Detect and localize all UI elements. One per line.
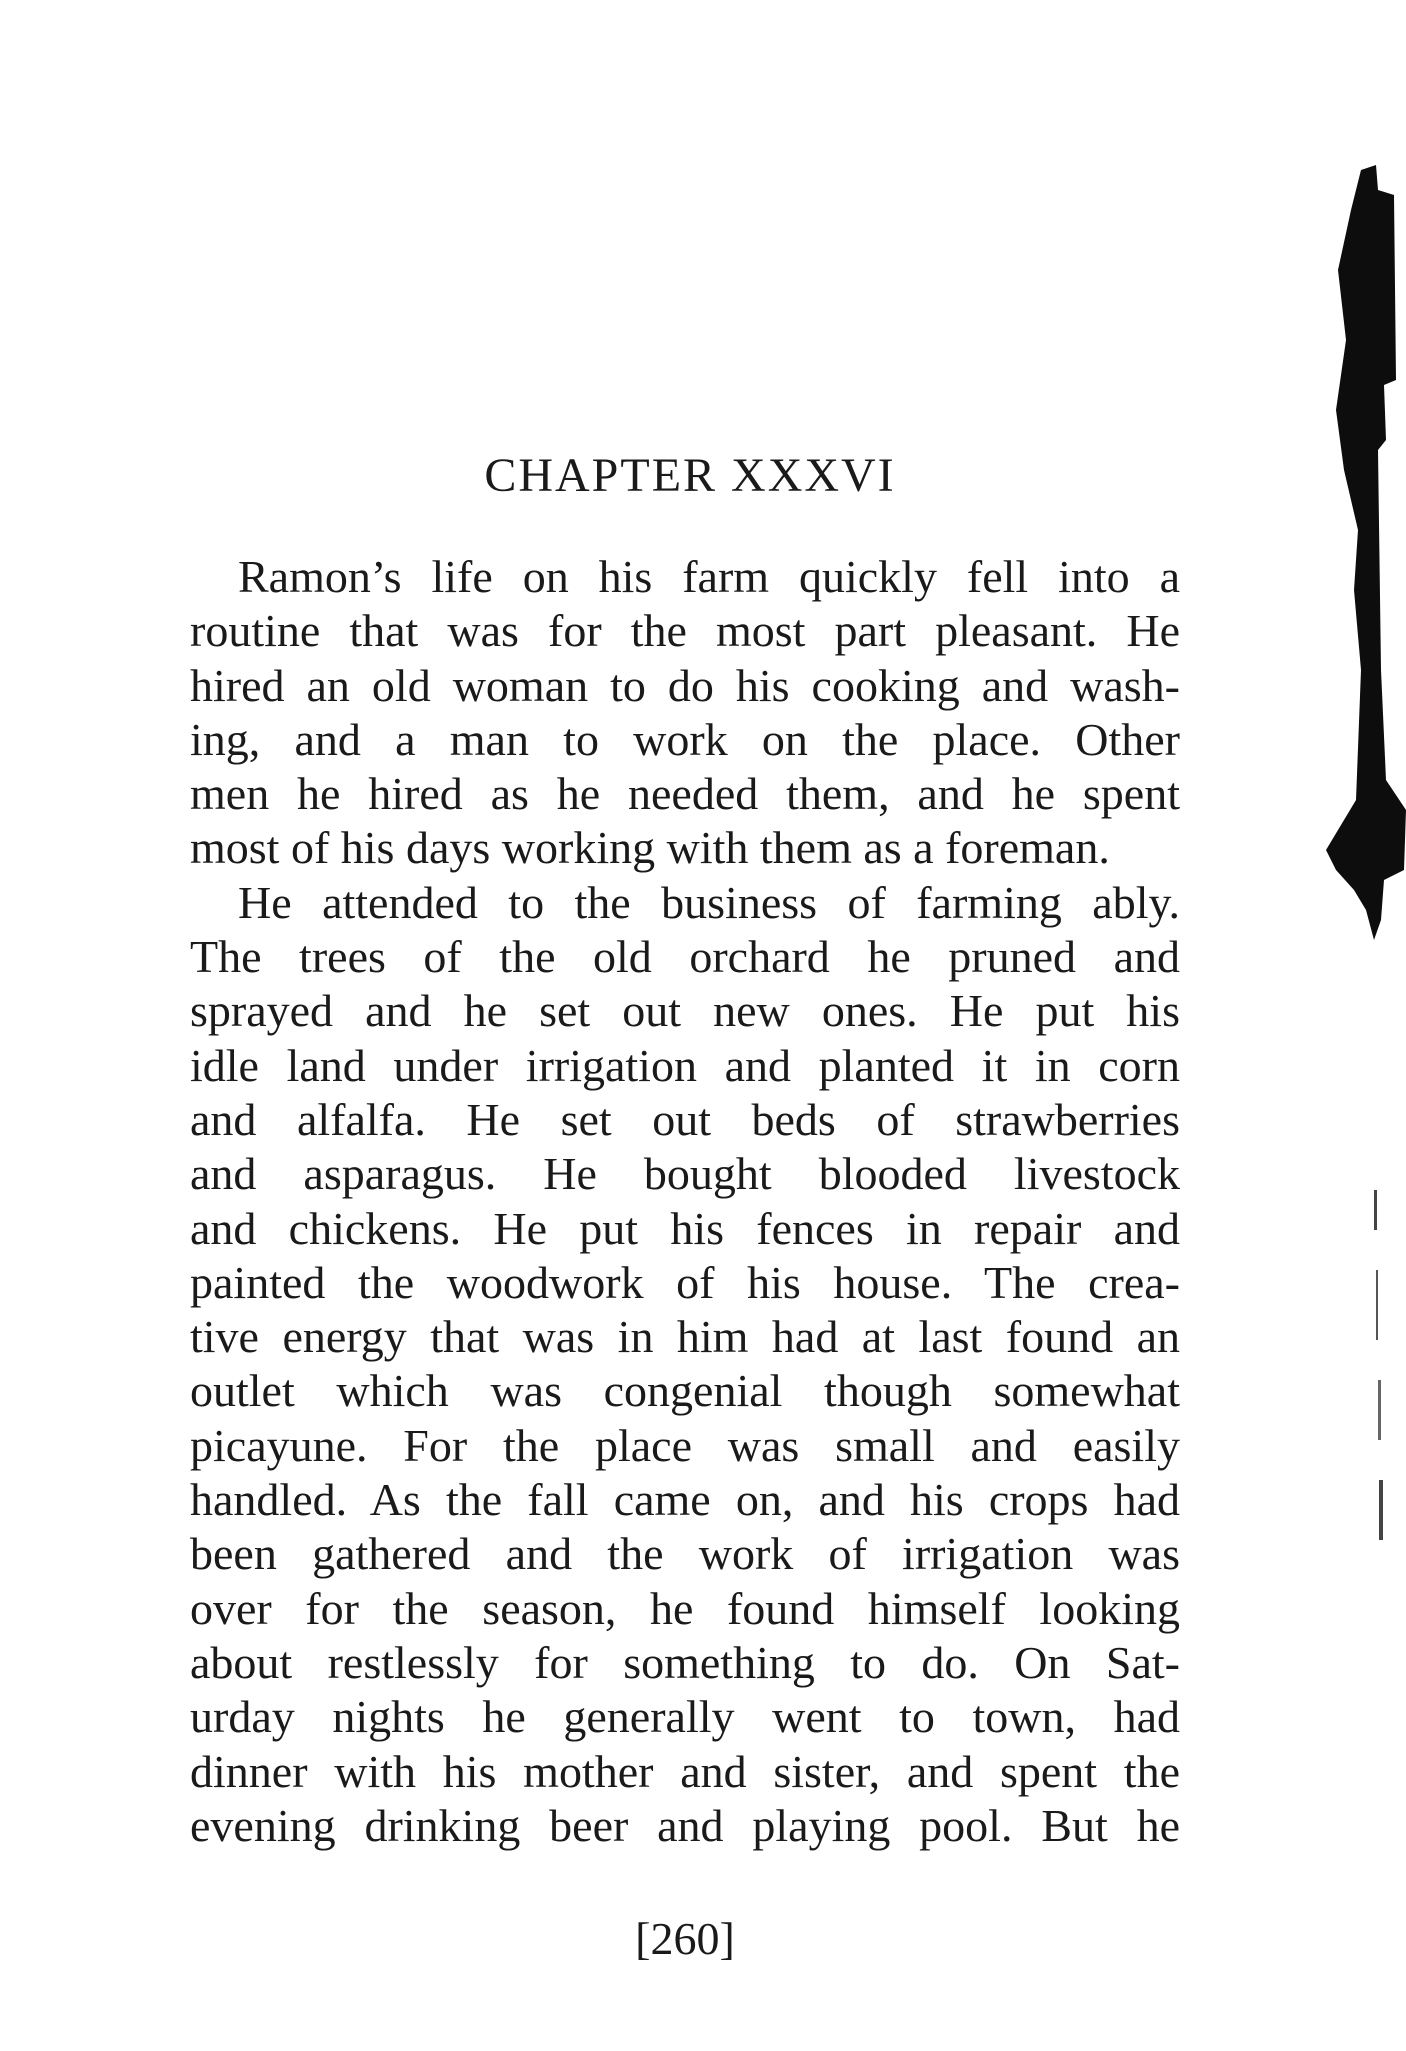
text-line: routine that was for the most part pleasant. He xyxy=(190,605,1180,657)
text-line: and chickens. He put his fences in repair and xyxy=(190,1202,1180,1254)
text-line: outlet which was congenial though somewhat xyxy=(190,1365,1180,1417)
text-line: He attended to the business of farming ably. xyxy=(238,876,1180,928)
page-number: [260] xyxy=(635,1913,735,1964)
text-line: idle land under irrigation and planted it in corn xyxy=(190,1039,1180,1091)
text-line: ing, and a man to work on the place. Other xyxy=(190,713,1180,765)
text-line: The trees of the old orchard he pruned and xyxy=(190,931,1180,983)
text-line: men he hired as he needed them, and he spent xyxy=(190,768,1180,820)
text-line: evening drinking beer and playing pool. But he xyxy=(190,1799,1180,1851)
text-line: over for the season, he found himself looking xyxy=(190,1582,1180,1634)
paragraph-1 xyxy=(190,550,1180,876)
text-line: picayune. For the place was small and easily xyxy=(190,1419,1180,1471)
text-line: Ramon’s life on his farm quickly fell into a xyxy=(238,551,1180,602)
text-line: most of his days working with them as a foreman. xyxy=(190,822,1110,874)
text-line: hired an old woman to do his cooking and wash- xyxy=(190,659,1180,711)
chapter-title: CHAPTER XXXVI xyxy=(484,449,896,502)
paragraph-2 xyxy=(190,876,1180,1853)
text-line: handled. As the fall came on, and his crops had xyxy=(190,1474,1180,1526)
text-line: and alfalfa. He set out beds of strawberries xyxy=(190,1093,1180,1145)
text-line: tive energy that was in him had at last found an xyxy=(190,1311,1180,1363)
text-line: urday nights he generally went to town, had xyxy=(190,1691,1180,1743)
text-line: about restlessly for something to do. On Sat- xyxy=(190,1636,1180,1688)
text-line: and asparagus. He bought blooded livestock xyxy=(190,1148,1180,1200)
binding-shadow-artifact xyxy=(1266,150,1406,1670)
text-line: painted the woodwork of his house. The crea- xyxy=(190,1256,1180,1308)
text-line: sprayed and he set out new ones. He put his xyxy=(190,985,1180,1037)
text-line: dinner with his mother and sister, and spent the xyxy=(190,1745,1180,1797)
text-line: been gathered and the work of irrigation was xyxy=(190,1528,1180,1580)
body-text xyxy=(190,550,1180,1853)
